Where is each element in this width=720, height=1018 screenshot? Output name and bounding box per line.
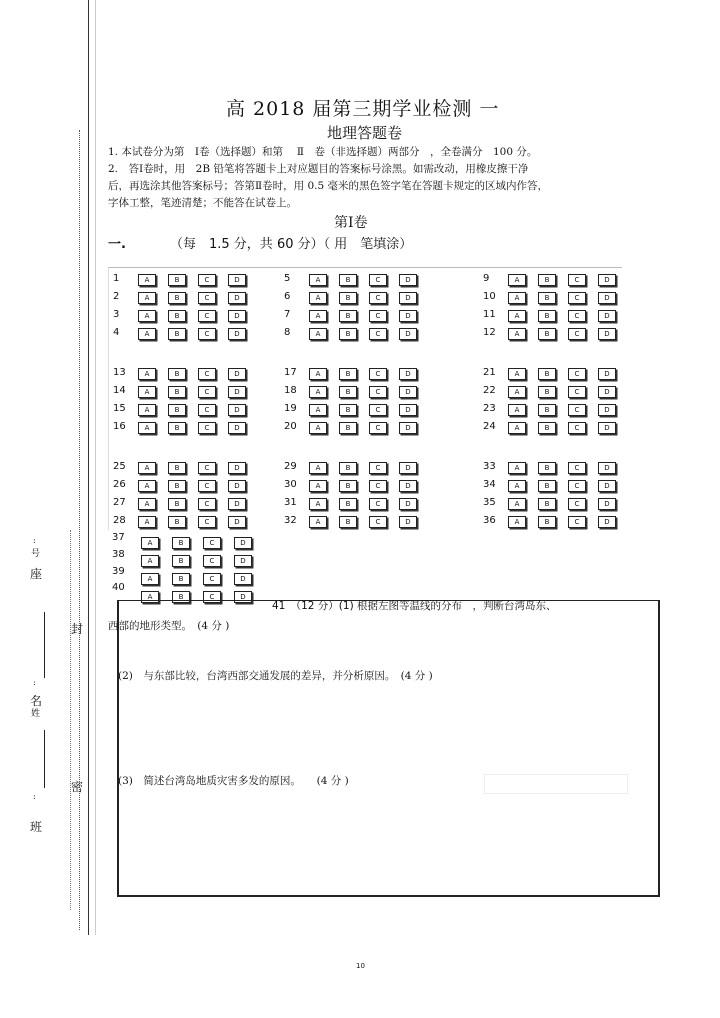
question-number: 9 [483,273,490,284]
page-subtitle: 地理答题卷 [327,124,403,142]
answer-bubble-a[interactable]: A [309,328,327,340]
answer-bubble-b[interactable]: B [538,462,556,474]
question41-head-cont: 西部的地形类型。 (4 分 ) [108,620,230,632]
question-number: 33 [483,461,496,472]
answer-bubble-c[interactable]: C [568,274,586,286]
question41-head: 41 （12 分）(1) 根据左图等温线的分布 ，判断台湾岛东、 [272,600,557,612]
answer-bubble-c[interactable]: C [369,368,387,380]
answer-bubble-c[interactable]: C [369,422,387,434]
answer-bubble-b[interactable]: B [168,310,186,322]
answer-bubble-c[interactable]: C [203,573,221,585]
question-number: 26 [113,479,126,490]
answer-bubble-d[interactable]: D [598,462,616,474]
map-placeholder [484,774,628,794]
answer-bubble-b[interactable]: B [339,310,357,322]
answer-bubble-c[interactable]: C [369,328,387,340]
answer-bubble-a[interactable]: A [508,292,526,304]
question-number: 17 [284,367,297,378]
answer-bubble-c[interactable]: C [568,368,586,380]
answer-bubble-b[interactable]: B [538,498,556,510]
answer-bubble-b[interactable]: B [538,292,556,304]
question-number: 27 [113,497,126,508]
page-number: 10 [356,962,365,970]
answer-bubble-a[interactable]: A [309,422,327,434]
answer-bubble-b[interactable]: B [168,498,186,510]
answer-bubble-a[interactable]: A [138,292,156,304]
answer-bubble-b[interactable]: B [168,368,186,380]
answer-bubble-a[interactable]: A [138,328,156,340]
question-number: 28 [113,515,126,526]
answer-bubble-b[interactable]: B [172,537,190,549]
answer-bubble-d[interactable]: D [399,292,417,304]
answer-bubble-b[interactable]: B [339,328,357,340]
question-number: 30 [284,479,297,490]
answer-bubble-b[interactable]: B [168,404,186,416]
instruction-line-2: 2. 答Ⅰ卷时，用 2B 铅笔将答题卡上对应题目的答案标号涂黑。如需改动，用橡皮擦干净 [108,163,529,175]
question-number: 37 [112,532,125,543]
question-number: 39 [112,566,125,577]
name-label: 名 [30,694,43,708]
answer-bubble-c[interactable]: C [568,328,586,340]
answer-bubble-d[interactable]: D [228,310,246,322]
answer-bubble-c[interactable]: C [203,537,221,549]
answer-bubble-b[interactable]: B [172,555,190,567]
question-number: 18 [284,385,297,396]
question-number: 10 [483,291,496,302]
answer-bubble-a[interactable]: A [138,516,156,528]
answer-bubble-d[interactable]: D [399,310,417,322]
answer-bubble-d[interactable]: D [399,404,417,416]
answer-bubble-a[interactable]: A [141,555,159,567]
answer-bubble-a[interactable]: A [138,462,156,474]
question-number: 7 [284,309,291,320]
answer-bubble-a[interactable]: A [508,368,526,380]
seal-dotted-line [79,130,84,930]
name-write-line [44,730,45,788]
answer-bubble-b[interactable]: B [168,422,186,434]
seat-write-line [44,612,45,678]
seat-label: 座 [30,567,43,581]
answer-bubble-c[interactable]: C [198,480,216,492]
answer-bubble-d[interactable]: D [228,368,246,380]
answer-bubble-d[interactable]: D [399,462,417,474]
answer-bubble-b[interactable]: B [339,516,357,528]
answer-bubble-b[interactable]: B [538,422,556,434]
answer-bubble-a[interactable]: A [138,422,156,434]
question-number: 11 [483,309,496,320]
question-number: 29 [284,461,297,472]
answer-bubble-c[interactable]: C [198,274,216,286]
answer-bubble-d[interactable]: D [228,274,246,286]
answer-bubble-d[interactable]: D [598,310,616,322]
answer-bubble-d[interactable]: D [598,516,616,528]
answer-bubble-d[interactable]: D [399,422,417,434]
answer-bubble-a[interactable]: A [508,422,526,434]
question-number: 36 [483,515,496,526]
question-number: 22 [483,385,496,396]
answer-bubble-d[interactable]: D [228,498,246,510]
answer-bubble-a[interactable]: A [309,462,327,474]
instruction-line-4: 字体工整，笔迹清楚；不能答在试卷上。 [108,197,297,209]
answer-bubble-b[interactable]: B [538,328,556,340]
answer-bubble-c[interactable]: C [198,386,216,398]
question-number: 2 [113,291,120,302]
answer-bubble-d[interactable]: D [598,386,616,398]
question-number: 1 [113,273,120,284]
answer-bubble-a[interactable]: A [138,480,156,492]
answer-bubble-b[interactable]: B [339,386,357,398]
answer-bubble-d[interactable]: D [399,386,417,398]
answer-bubble-c[interactable]: C [198,462,216,474]
answer-bubble-d[interactable]: D [399,368,417,380]
answer-bubble-c[interactable]: C [369,462,387,474]
answer-bubble-a[interactable]: A [309,292,327,304]
answer-bubble-d[interactable]: D [228,386,246,398]
answer-bubble-b[interactable]: B [168,386,186,398]
answer-bubble-a[interactable]: A [508,498,526,510]
page-title: 高 2018 届第三期学业检测 一 [226,98,500,120]
answer-bubble-b[interactable]: B [538,310,556,322]
answer-bubble-c[interactable]: C [369,404,387,416]
answer-bubble-d[interactable]: D [228,516,246,528]
question-number: 38 [112,549,125,560]
question41-part3: (3) 简述台湾岛地质灾害多发的原因。 (4 分 ) [118,775,349,787]
answer-bubble-a[interactable]: A [508,310,526,322]
question-number: 15 [113,403,126,414]
answer-bubble-a[interactable]: A [309,480,327,492]
question-number: 4 [113,327,120,338]
question-number: 13 [113,367,126,378]
answer-bubble-a[interactable]: A [508,480,526,492]
answer-bubble-b[interactable]: B [168,292,186,304]
answer-bubble-b[interactable]: B [538,480,556,492]
answer-bubble-a[interactable]: A [508,516,526,528]
answer-bubble-b[interactable]: B [538,404,556,416]
answer-bubble-b[interactable]: B [538,516,556,528]
answer-bubble-b[interactable]: B [172,591,190,603]
answer-bubble-c[interactable]: C [568,292,586,304]
answer-bubble-d[interactable]: D [228,328,246,340]
answer-bubble-c[interactable]: C [568,404,586,416]
answer-bubble-b[interactable]: B [339,292,357,304]
answer-bubble-a[interactable]: A [309,310,327,322]
answer-bubble-d[interactable]: D [598,328,616,340]
answer-bubble-c[interactable]: C [568,422,586,434]
answer-bubble-c[interactable]: C [198,292,216,304]
answer-bubble-a[interactable]: A [309,404,327,416]
question-number: 24 [483,421,496,432]
answer-bubble-c[interactable]: C [369,498,387,510]
class-colon: : [33,792,36,801]
answer-bubble-a[interactable]: A [309,498,327,510]
answer-bubble-b[interactable]: B [339,404,357,416]
answer-bubble-a[interactable]: A [138,368,156,380]
answer-bubble-a[interactable]: A [138,386,156,398]
answer-bubble-c[interactable]: C [369,386,387,398]
answer-bubble-d[interactable]: D [399,480,417,492]
answer-bubble-d[interactable]: D [228,422,246,434]
answer-bubble-c[interactable]: C [198,310,216,322]
answer-bubble-b[interactable]: B [168,480,186,492]
answer-bubble-c[interactable]: C [568,480,586,492]
seal-char-1: 封 [71,622,84,636]
answer-bubble-b[interactable]: B [339,462,357,474]
question-number: 5 [284,273,291,284]
answer-bubble-b[interactable]: B [538,368,556,380]
margin-line-outer [95,0,96,935]
answer-bubble-d[interactable]: D [228,480,246,492]
seal-dotted-line-2 [70,530,71,910]
question-number: 35 [483,497,496,508]
question-number: 14 [113,385,126,396]
question-number: 16 [113,421,126,432]
answer-bubble-c[interactable]: C [198,516,216,528]
answer-bubble-d[interactable]: D [234,555,252,567]
answer-bubble-a[interactable]: A [309,274,327,286]
answer-bubble-b[interactable]: B [339,368,357,380]
answer-bubble-a[interactable]: A [141,591,159,603]
answer-bubble-a[interactable]: A [138,498,156,510]
question-number: 20 [284,421,297,432]
answer-bubble-a[interactable]: A [138,404,156,416]
answer-bubble-a[interactable]: A [508,462,526,474]
answer-bubble-b[interactable]: B [168,328,186,340]
answer-bubble-c[interactable]: C [198,368,216,380]
question-number: 34 [483,479,496,490]
answer-bubble-a[interactable]: A [141,573,159,585]
answer-bubble-d[interactable]: D [598,422,616,434]
question-number: 8 [284,327,291,338]
answer-bubble-d[interactable]: D [598,498,616,510]
question-number: 32 [284,515,297,526]
answer-bubble-d[interactable]: D [598,368,616,380]
answer-bubble-d[interactable]: D [598,274,616,286]
answer-bubble-c[interactable]: C [369,292,387,304]
answer-bubble-b[interactable]: B [538,274,556,286]
answer-bubble-b[interactable]: B [339,480,357,492]
answer-bubble-d[interactable]: D [399,274,417,286]
part1-heading: 第Ⅰ卷 [334,215,368,231]
question-number: 19 [284,403,297,414]
section-scoring-text: （每 1.5 分，共 60 分）（ 用 笔填涂） [170,237,413,252]
answer-bubble-a[interactable]: A [309,516,327,528]
class-label: 班 [30,820,43,834]
answer-bubble-b[interactable]: B [538,386,556,398]
answer-bubble-c[interactable]: C [369,274,387,286]
question-number: 40 [112,582,125,593]
answer-bubble-a[interactable]: A [508,274,526,286]
answer-bubble-a[interactable]: A [508,386,526,398]
question-number: 6 [284,291,291,302]
answer-bubble-c[interactable]: C [198,328,216,340]
question-number: 12 [483,327,496,338]
name-colon: : [33,678,36,687]
answer-bubble-d[interactable]: D [228,462,246,474]
answer-bubble-c[interactable]: C [568,462,586,474]
answer-bubble-c[interactable]: C [198,404,216,416]
question-number: 23 [483,403,496,414]
answer-bubble-d[interactable]: D [234,573,252,585]
answer-bubble-b[interactable]: B [168,516,186,528]
answer-bubble-b[interactable]: B [339,274,357,286]
answer-bubble-a[interactable]: A [309,368,327,380]
question-number: 31 [284,497,297,508]
seat-colon: : [33,536,36,545]
answer-bubble-a[interactable]: A [309,386,327,398]
section-label: 一. [108,237,126,252]
question-number: 25 [113,461,126,472]
answer-bubble-a[interactable]: A [138,310,156,322]
answer-bubble-d[interactable]: D [598,480,616,492]
answer-bubble-c[interactable]: C [369,516,387,528]
answer-bubble-b[interactable]: B [168,462,186,474]
answer-bubble-d[interactable]: D [234,591,252,603]
answer-bubble-d[interactable]: D [228,404,246,416]
seal-char-2: 密 [71,780,84,794]
answer-bubble-b[interactable]: B [339,498,357,510]
question41-part2: (2) 与东部比较，台湾西部交通发展的差异，并分析原因。 (4 分 ) [118,670,433,682]
answer-bubble-c[interactable]: C [203,591,221,603]
answer-bubble-d[interactable]: D [228,292,246,304]
answer-bubble-c[interactable]: C [369,310,387,322]
answer-bubble-a[interactable]: A [141,537,159,549]
instruction-line-3: 后，再选涂其他答案标号；答第Ⅱ卷时，用 0.5 毫米的黑色签字笔在答题卡规定的区域内作答， [108,180,549,192]
answer-bubble-c[interactable]: C [568,386,586,398]
surname-label: 姓 [31,709,41,719]
answer-bubble-d[interactable]: D [598,292,616,304]
margin-line-inner [88,0,89,935]
answer-bubble-b[interactable]: B [168,274,186,286]
answer-bubble-d[interactable]: D [399,328,417,340]
answer-bubble-c[interactable]: C [198,422,216,434]
answer-bubble-a[interactable]: A [508,404,526,416]
answer-bubble-a[interactable]: A [508,328,526,340]
answer-bubble-c[interactable]: C [568,516,586,528]
seat-number-label: 号 [31,549,41,559]
answer-bubble-c[interactable]: C [568,498,586,510]
answer-bubble-a[interactable]: A [138,274,156,286]
answer-bubble-c[interactable]: C [568,310,586,322]
answer-bubble-d[interactable]: D [598,404,616,416]
answer-bubble-d[interactable]: D [399,516,417,528]
answer-bubble-c[interactable]: C [369,480,387,492]
answer-bubble-b[interactable]: B [339,422,357,434]
answer-bubble-b[interactable]: B [172,573,190,585]
question41-box [117,600,660,897]
answer-bubble-c[interactable]: C [198,498,216,510]
answer-bubble-d[interactable]: D [234,537,252,549]
question-number: 21 [483,367,496,378]
answer-bubble-c[interactable]: C [203,555,221,567]
instruction-line-1: 1. 本试卷分为第 Ⅰ卷（选择题）和第 Ⅱ 卷（非选择题）两部分 ，全卷满分 100 分。 [108,146,538,158]
answer-bubble-d[interactable]: D [399,498,417,510]
question-number: 3 [113,309,120,320]
